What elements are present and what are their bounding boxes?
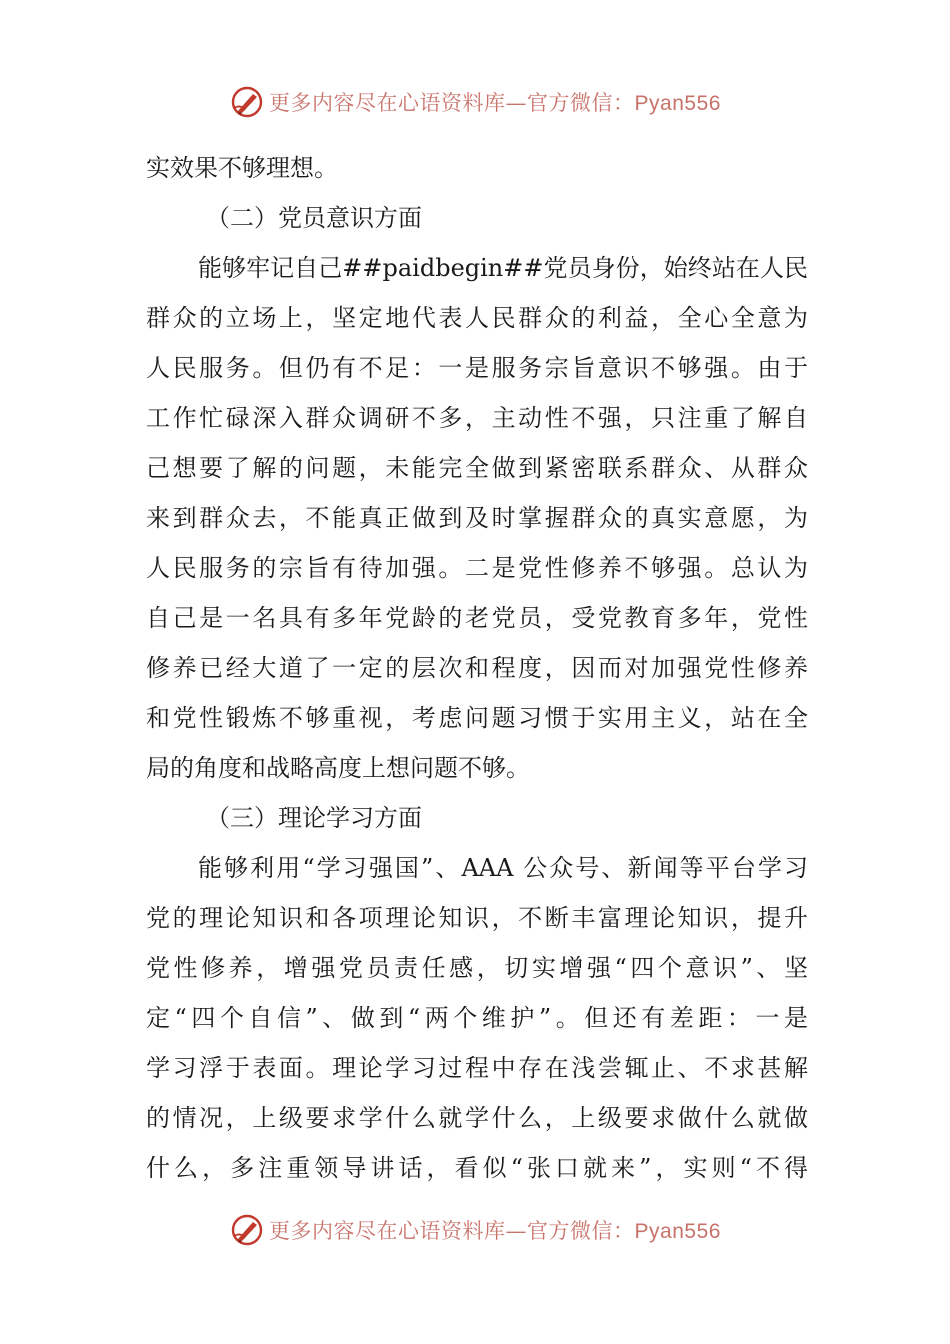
paragraph-line: 什么，多注重领导讲话，看似“张口就来”，实则“不得 <box>146 1154 808 1182</box>
banner-text: 更多内容尽在心语资料库—官方微信：Pyan556 <box>269 1219 721 1243</box>
paragraph-line: 自己是一名具有多年党龄的老党员，受党教育多年，党性 <box>146 604 808 632</box>
paragraph-line: 学习浮于表面。理论学习过程中存在浅尝辄止、不求甚解 <box>146 1054 808 1082</box>
paragraph-line: 工作忙碌深入群众调研不多，主动性不强，只注重了解自 <box>146 404 808 432</box>
paragraph-line: 能够牢记自己##paidbegin##党员身份，始终站在人民 <box>198 254 808 282</box>
paragraph-line: 局的角度和战略高度上想问题不够。 <box>146 754 530 782</box>
paragraph-line: 党的理论知识和各项理论知识，不断丰富理论知识，提升 <box>146 904 808 932</box>
paragraph-line: 能够利用“学习强国”、AAA 公众号、新闻等平台学习 <box>198 854 808 882</box>
paragraph-line: 党性修养，增强党员责任感，切实增强“四个意识”、坚 <box>146 954 808 982</box>
section-heading: （三）理论学习方面 <box>206 804 422 832</box>
section-heading: （二）党员意识方面 <box>206 204 422 232</box>
paragraph-line: 群众的立场上，坚定地代表人民群众的利益，全心全意为 <box>146 304 808 332</box>
paragraph-line: 人民服务的宗旨有待加强。二是党性修养不够强。总认为 <box>146 554 808 582</box>
paragraph-line: 实效果不够理想。 <box>146 154 338 182</box>
paragraph-line: 己想要了解的问题，未能完全做到紧密联系群众、从群众 <box>146 454 808 482</box>
paragraph-line: 来到群众去，不能真正做到及时掌握群众的真实意愿，为 <box>146 504 808 532</box>
paragraph-line: 和党性锻炼不够重视，考虑问题习惯于实用主义，站在全 <box>146 704 808 732</box>
paragraph-line: 定“四个自信”、做到“两个维护”。但还有差距：一是 <box>146 1004 808 1032</box>
paragraph-line: 的情况，上级要求学什么就学什么，上级要求做什么就做 <box>146 1104 808 1132</box>
document-body <box>146 143 808 1193</box>
header-watermark-banner <box>0 82 950 122</box>
paragraph-line: 人民服务。但仍有不足：一是服务宗旨意识不够强。由于 <box>146 354 808 382</box>
pen-logo-icon <box>229 1212 265 1248</box>
paragraph-line: 修养已经大道了一定的层次和程度，因而对加强党性修养 <box>146 654 808 682</box>
banner-text: 更多内容尽在心语资料库—官方微信：Pyan556 <box>269 91 721 115</box>
pen-logo-icon <box>229 84 265 120</box>
footer-watermark-banner <box>0 1210 950 1250</box>
